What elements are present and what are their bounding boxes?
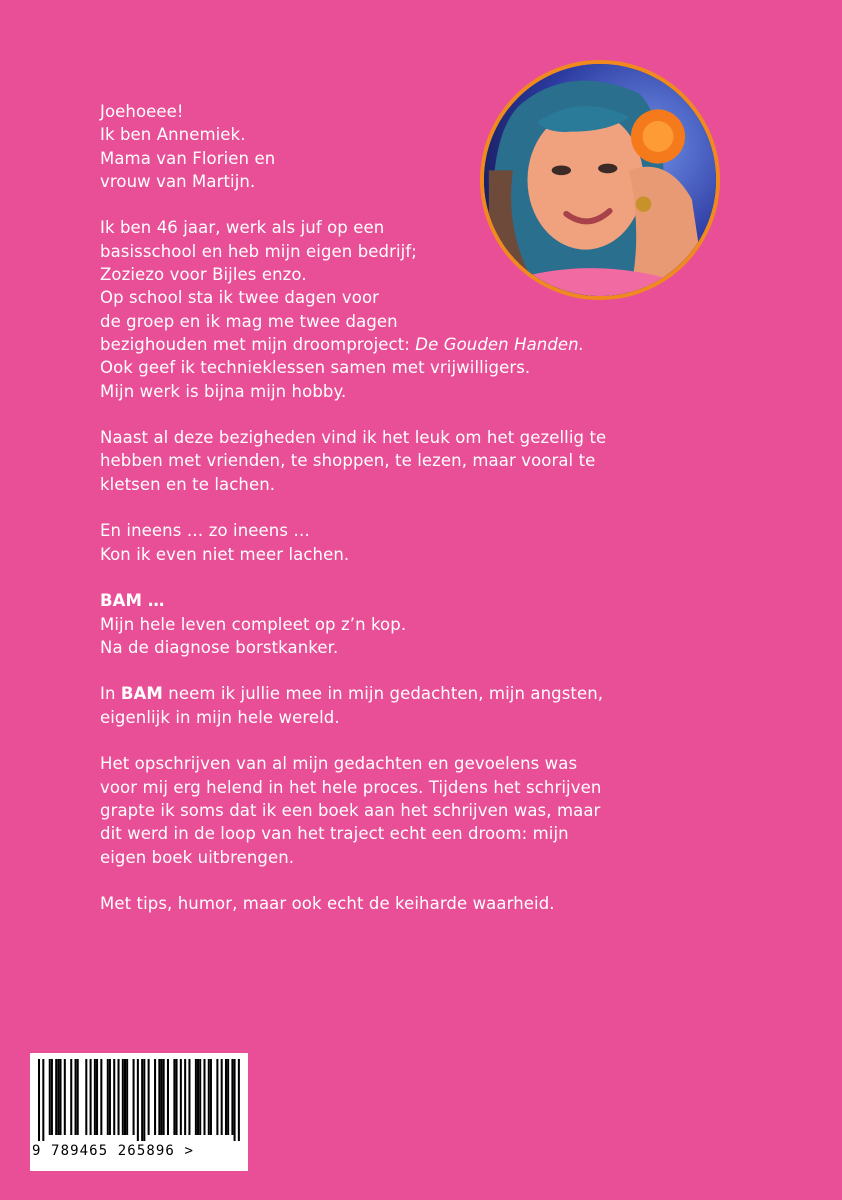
barcode-bar — [118, 1059, 120, 1135]
droomproject-prefix: bezighouden met mijn droomproject: — [100, 334, 416, 354]
barcode-bar — [158, 1059, 160, 1135]
barcode-bar — [77, 1059, 79, 1135]
text-line: Kon ik even niet meer lachen. — [100, 544, 350, 564]
barcode-bar — [167, 1059, 169, 1135]
barcode-bar — [199, 1059, 201, 1135]
droomproject-title: De Gouden Handen. — [415, 334, 585, 354]
barcode-bar — [107, 1059, 109, 1135]
text-line: Ook geef ik technieklessen samen met vrijwilligers. — [100, 358, 531, 378]
barcode-bar — [64, 1059, 66, 1135]
barcode-bar — [85, 1059, 87, 1135]
closing-paragraph — [100, 892, 740, 915]
barcode-bar — [55, 1059, 57, 1135]
text-line: En ineens … zo ineens … — [100, 521, 310, 541]
text-line — [100, 682, 740, 705]
barcode-bar — [195, 1059, 197, 1135]
text-line: Op school sta ik twee dagen voor — [100, 288, 380, 308]
isbn-barcode — [30, 1053, 248, 1171]
work-paragraph — [100, 216, 740, 402]
text-line: Mama van Florien en — [100, 148, 276, 168]
barcode-bar — [133, 1059, 135, 1135]
barcode-bar — [59, 1059, 61, 1135]
barcode-bar — [122, 1059, 124, 1135]
text-line: Joehoeee! — [100, 102, 184, 121]
barcode-bar — [124, 1059, 126, 1135]
barcode-bar — [176, 1059, 178, 1135]
barcode-bar — [94, 1059, 96, 1135]
barcode-bar — [75, 1059, 77, 1135]
barcode-bar — [57, 1059, 59, 1135]
text-line: eigen boek uitbrengen. — [100, 847, 295, 867]
back-cover-text — [100, 100, 740, 939]
barcode-bar — [38, 1059, 40, 1141]
text-line: basisschool en heb mijn eigen bedrijf; — [100, 241, 417, 261]
barcode-bar — [208, 1059, 210, 1135]
bam-intro-after: neem ik jullie mee in mijn gedachten, mijn angsten, — [162, 684, 604, 704]
text-line: vrouw van Martijn. — [100, 171, 256, 191]
text-line: dit werd in de loop van het traject echt een droom: mijn — [100, 824, 569, 844]
barcode-bar — [188, 1059, 190, 1135]
barcode-bar — [90, 1059, 92, 1135]
text-line: hebben met vrienden, te shoppen, te lezen, maar vooral te — [100, 451, 596, 471]
barcode-bar — [154, 1059, 156, 1135]
bam-intro-before: In — [100, 684, 121, 704]
text-line: Ik ben Annemiek. — [100, 125, 246, 145]
hobbies-paragraph — [100, 426, 740, 496]
bam-intro-bold: BAM — [120, 684, 163, 704]
barcode-bar — [70, 1059, 72, 1135]
book-intro-paragraph — [100, 682, 740, 729]
barcode-digits: 9 789465 265896 > — [32, 1143, 194, 1159]
text-line: Ik ben 46 jaar, werk als juf op een — [100, 218, 385, 238]
barcode-bar — [227, 1059, 229, 1135]
barcode-bar — [163, 1059, 165, 1135]
barcode-bars — [38, 1059, 240, 1141]
text-line: Zoziezo voor Bijles enzo. — [100, 265, 307, 285]
intro-paragraph — [100, 100, 740, 193]
barcode-bar — [173, 1059, 175, 1135]
barcode-bar — [238, 1059, 240, 1141]
barcode-bar — [113, 1059, 115, 1135]
text-line: grapte ik soms dat ik een boek aan het schrijven was, maar — [100, 800, 601, 820]
text-line: Na de diagnose borstkanker. — [100, 637, 339, 657]
bam-heading: BAM … — [100, 591, 165, 611]
barcode-bar — [141, 1059, 143, 1141]
barcode-bar — [160, 1059, 162, 1135]
suddenly-paragraph — [100, 519, 740, 566]
barcode-bar — [51, 1059, 53, 1135]
barcode-bar — [234, 1059, 236, 1141]
text-line: Mijn hele leven compleet op z’n kop. — [100, 614, 407, 634]
text-line: voor mij erg helend in het hele proces. Tijdens het schrijven — [100, 777, 602, 797]
barcode-bar — [109, 1059, 111, 1135]
barcode-bar — [96, 1059, 98, 1135]
barcode-bar — [225, 1059, 227, 1135]
text-line: Mijn werk is bijna mijn hobby. — [100, 381, 347, 401]
barcode-bar — [184, 1059, 186, 1135]
barcode-bar — [216, 1059, 218, 1135]
barcode-bar — [221, 1059, 223, 1135]
text-line: kletsen en te lachen. — [100, 474, 276, 494]
text-line: Het opschrijven van al mijn gedachten en gevoelens was — [100, 754, 578, 774]
barcode-bar — [231, 1059, 233, 1135]
barcode-bar — [143, 1059, 145, 1141]
text-line: Met tips, humor, maar ook echt de keiharde waarheid. — [100, 894, 555, 914]
barcode-bar — [100, 1059, 102, 1135]
barcode-bar — [180, 1059, 182, 1135]
barcode-bar — [148, 1059, 150, 1135]
barcode-bar — [197, 1059, 199, 1135]
barcode-bar — [49, 1059, 51, 1135]
barcode-bar — [203, 1059, 205, 1135]
text-line — [100, 333, 740, 356]
text-line: Naast al deze bezigheden vind ik het leuk om het gezellig te — [100, 428, 607, 448]
barcode-bar — [210, 1059, 212, 1135]
text-line: eigenlijk in mijn hele wereld. — [100, 707, 340, 727]
bam-paragraph — [100, 589, 740, 659]
writing-paragraph — [100, 752, 740, 868]
barcode-bar — [137, 1059, 139, 1141]
barcode-bar — [42, 1059, 44, 1141]
text-line: de groep en ik mag me twee dagen — [100, 311, 398, 331]
barcode-bar — [126, 1059, 128, 1135]
